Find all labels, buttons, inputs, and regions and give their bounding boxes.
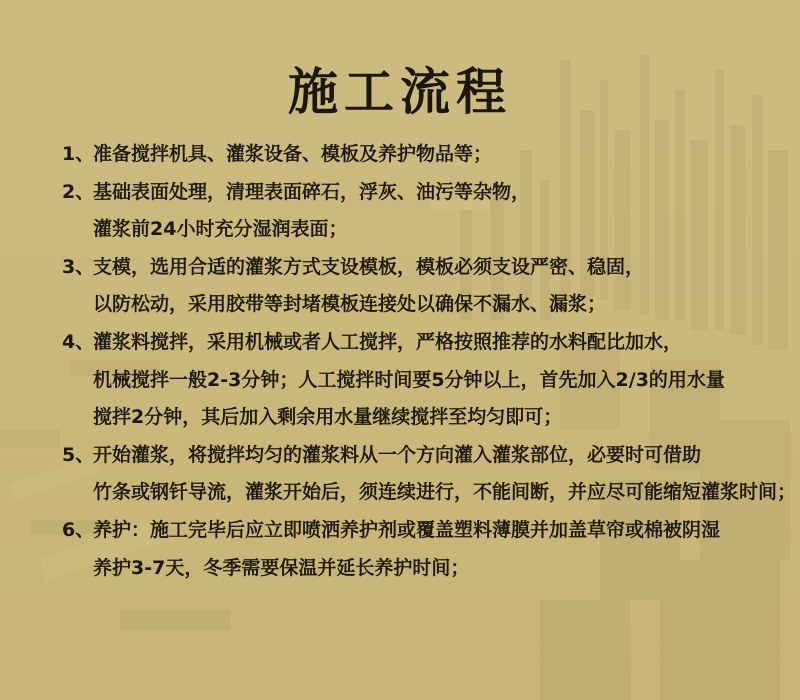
step-4-text-3: 搅拌2分钟，其后加入剩余用水量继续搅拌至均匀即可； [93, 406, 563, 429]
step-6-line-2 [62, 550, 772, 588]
step-5-text-2: 竹条或钢钎导流，灌浆开始后，须连续进行，不能间断，并应尽可能缩短灌浆时间； [93, 481, 797, 504]
step-3-line-2 [62, 286, 772, 324]
step-4-line-1 [62, 324, 772, 362]
step-1-number: 1、 [62, 143, 95, 165]
step-6-text-2: 养护3-7天，冬季需要保温并延长养护时间； [93, 556, 470, 579]
process-steps-list [62, 136, 797, 587]
step-4-text-2: 机械搅拌一般2-3分钟；人工搅拌时间要5分钟以上，首先加入2/3的用水量 [93, 368, 725, 391]
step-2-text-2: 灌浆前24小时充分湿润表面； [93, 218, 348, 241]
step-6-line-1 [62, 512, 772, 550]
step-1-line-1 [62, 136, 772, 174]
page-title: 施工流程 [288, 63, 512, 121]
step-4-number: 4、 [62, 330, 95, 353]
step-5-line-1 [62, 437, 772, 475]
step-4-line-2 [62, 362, 772, 400]
step-2-line-2 [62, 211, 772, 249]
step-2-text-1: 基础表面处理，清理表面碎石，浮灰、油污等杂物， [93, 180, 531, 203]
step-1-text: 准备搅拌机具、灌浆设备、模板及养护物品等； [93, 143, 493, 165]
step-3-number: 3、 [62, 255, 95, 278]
step-3-text-2: 以防松动，采用胶带等封堵模板连接处以确保不漏水、漏浆； [93, 293, 607, 316]
step-4-text-1: 灌浆料搅拌，采用机械或者人工搅拌，严格按照推荐的水料配比加水， [93, 330, 683, 353]
step-3-line-1 [62, 249, 772, 287]
step-5-line-2 [62, 474, 797, 512]
step-3-text-1: 支模，选用合适的灌浆方式支设模板，模板必须支设严密、稳固， [93, 255, 645, 278]
step-5-number: 5、 [62, 443, 95, 466]
step-2-line-1 [62, 174, 772, 212]
step-5-text-1: 开始灌浆，将搅拌均匀的灌浆料从一个方向灌入灌浆部位，必要时可借助 [93, 443, 702, 466]
step-6-text-1: 养护：施工完毕后应立即喷洒养护剂或覆盖塑料薄膜并加盖草帘或棉被阴湿 [93, 518, 721, 541]
step-4-line-3 [62, 399, 772, 437]
step-2-number: 2、 [62, 180, 95, 203]
step-6-number: 6、 [62, 518, 95, 541]
